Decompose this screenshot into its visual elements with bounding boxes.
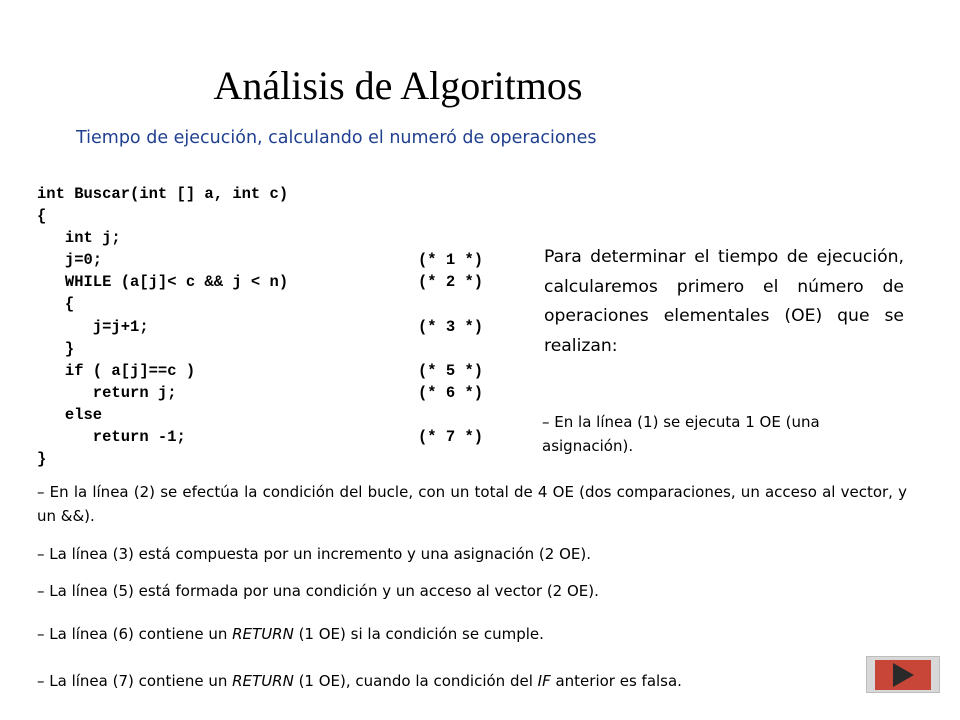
analysis-line-3: – La línea (3) está compuesta por un incremento y una asignación (2 OE). (37, 545, 591, 563)
intro-paragraph: Para determinar el tiempo de ejecución, calcularemos primero el número de operaciones elementales (OE) que se realizan: (544, 247, 904, 356)
code-text: int j; (37, 229, 121, 248)
analysis-line-6-pre: – La línea (6) contiene un (37, 625, 233, 643)
play-triangle-icon (890, 662, 916, 688)
code-text: j=j+1; (37, 317, 149, 336)
code-text: } (37, 339, 75, 358)
analysis-line-6 (37, 623, 544, 647)
analysis-line-7-post: anterior es falsa. (550, 672, 682, 690)
next-slide-button-face[interactable] (875, 660, 931, 690)
code-line-number-comment: (* 5 *) (418, 361, 484, 380)
code-text: return j; (37, 383, 177, 402)
return-keyword: RETURN (232, 625, 294, 643)
analysis-line-7-mid: (1 OE), cuando la condición del (293, 672, 538, 690)
code-text: j=0; (37, 251, 103, 270)
code-text: return -1; (37, 428, 186, 447)
code-line-number-comment: (* 2 *) (418, 273, 484, 292)
code-line-number-comment: (* 1 *) (418, 251, 484, 270)
return-keyword: RETURN (232, 672, 294, 690)
analysis-line-5: – La línea (5) está formada por una condición y un acceso al vector (2 OE). (37, 582, 599, 600)
code-text: else (37, 405, 103, 424)
analysis-line-7 (37, 670, 682, 694)
next-slide-button[interactable] (866, 656, 940, 693)
code-text: { (37, 207, 47, 226)
code-line-number-comment: (* 7 *) (418, 428, 484, 447)
slide-title: Análisis de Algoritmos (213, 63, 583, 108)
slide-subtitle: Tiempo de ejecución, calculando el numeró de operaciones (76, 128, 597, 148)
analysis-line-1: – En la línea (1) se ejecuta 1 OE (una asignación). (542, 413, 820, 455)
code-text: WHILE (a[j]< c && j < n) (37, 273, 289, 292)
code-line-number-comment: (* 3 *) (418, 317, 484, 336)
code-line-number-comment: (* 6 *) (418, 383, 484, 402)
code-text: } (37, 450, 47, 469)
code-text: { (37, 295, 75, 314)
analysis-line-7-pre: – La línea (7) contiene un (37, 672, 233, 690)
code-text: int Buscar(int [] a, int c) (37, 185, 289, 203)
analysis-line-2: – En la línea (2) se efectúa la condición del bucle, con un total de 4 OE (dos comparaciones, un acceso al vector, y un &&). (37, 483, 907, 525)
code-text: if ( a[j]==c ) (37, 361, 196, 380)
analysis-line-6-post: (1 OE) si la condición se cumple. (293, 625, 544, 643)
if-keyword: IF (537, 672, 551, 690)
